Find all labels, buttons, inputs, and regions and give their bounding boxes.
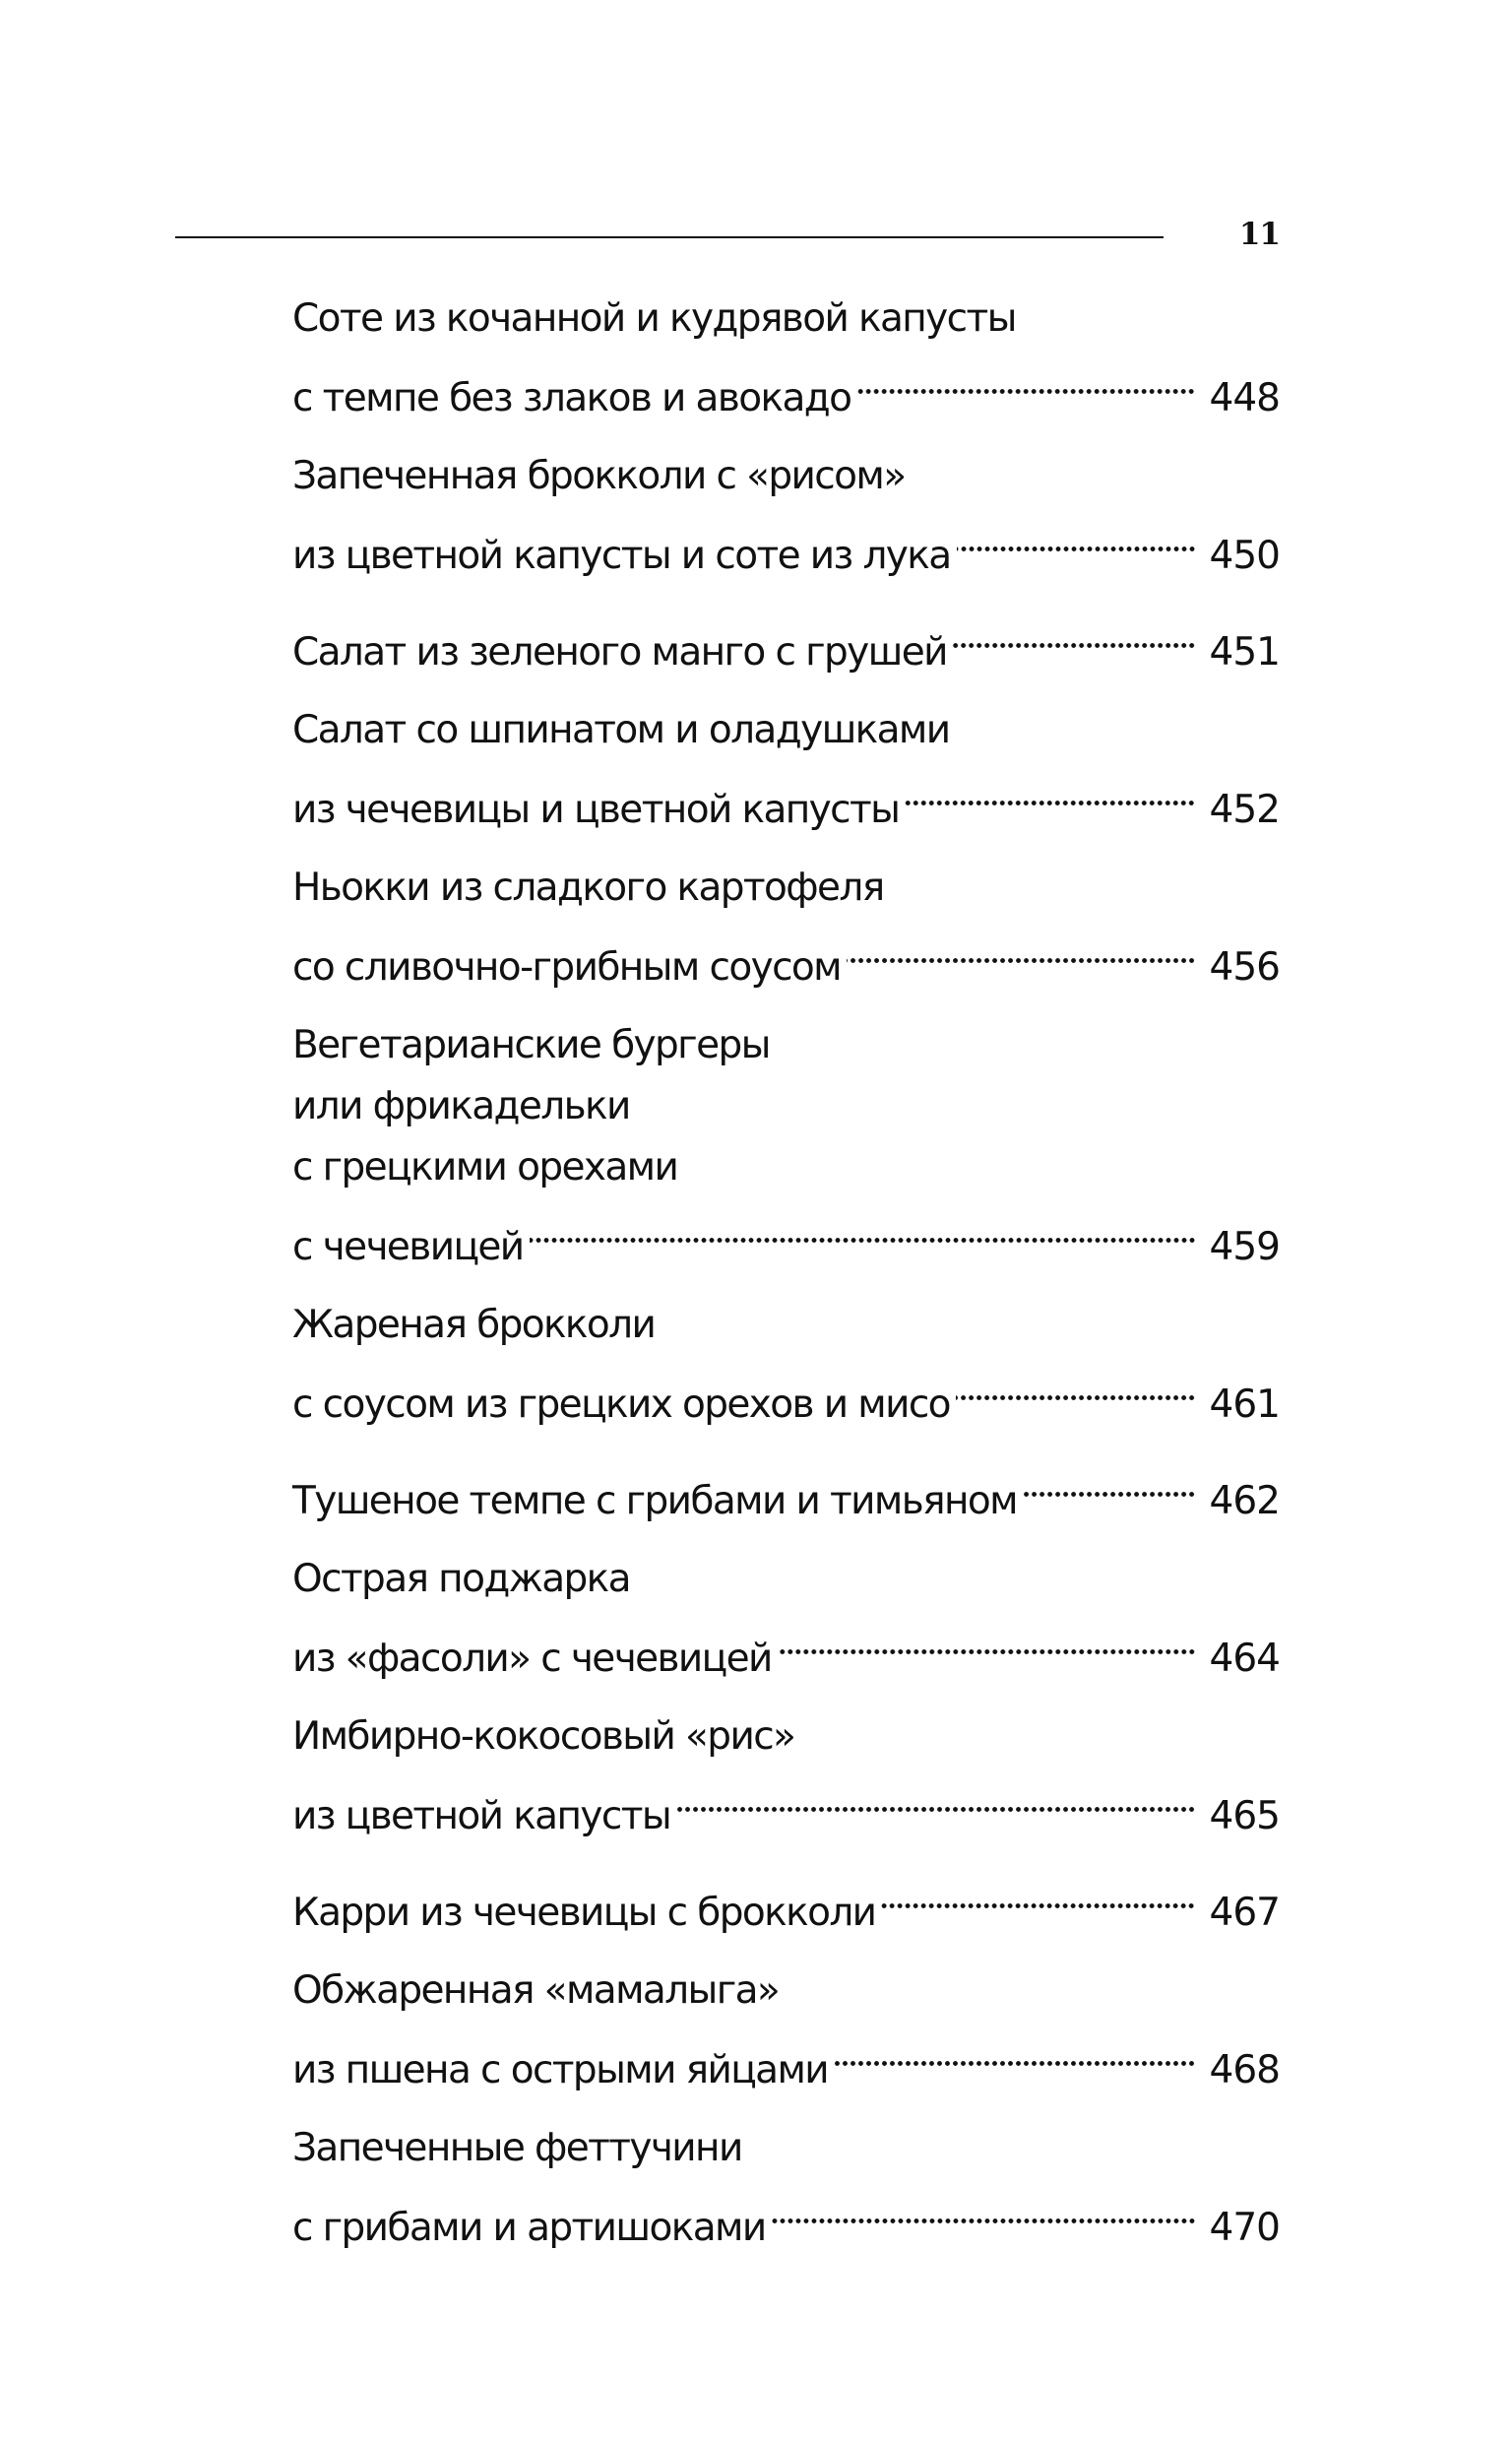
toc-entry-line bbox=[292, 1706, 1280, 1768]
toc-entry-line bbox=[292, 1137, 1280, 1198]
toc-entry-line bbox=[292, 2118, 1280, 2179]
toc-entry[interactable] bbox=[292, 858, 1280, 990]
dot-leader bbox=[778, 1610, 1196, 1671]
toc-entry-title: Острая поджарка bbox=[292, 1557, 630, 1601]
toc-entry-title: или фрикадельки bbox=[292, 1084, 630, 1128]
toc-entry-title: Соте из кочанной и кудрявой капусты bbox=[292, 296, 1016, 341]
toc-entry-line bbox=[292, 700, 1280, 761]
dot-leader bbox=[881, 1864, 1195, 1925]
toc-entry-page-number: 450 bbox=[1209, 534, 1280, 578]
toc-entry-page-number: 452 bbox=[1209, 788, 1280, 832]
toc-entry-page-number: 467 bbox=[1209, 1891, 1280, 1935]
toc-entry-title: Имбирно-кокосовый «рис» bbox=[292, 1714, 795, 1759]
toc-entry-title: Салат со шпинатом и оладушками bbox=[292, 708, 950, 752]
toc-entry-page-number: 470 bbox=[1209, 2206, 1280, 2250]
toc-entry[interactable] bbox=[292, 700, 1280, 832]
toc-entry-title: Тушеное темпе с грибами и тимьяном bbox=[292, 1479, 1017, 1523]
toc-entry-line bbox=[292, 1356, 1280, 1427]
toc-entry-line bbox=[292, 1610, 1280, 1681]
dot-leader bbox=[856, 350, 1195, 411]
toc-entry-page-number: 456 bbox=[1209, 945, 1280, 990]
toc-entry-line bbox=[292, 1549, 1280, 1610]
toc-entry-line bbox=[292, 1015, 1280, 1076]
toc-entry[interactable] bbox=[292, 289, 1280, 420]
toc-entry-page-number: 451 bbox=[1209, 630, 1280, 675]
toc-entry-title: Запеченные феттучини bbox=[292, 2126, 742, 2170]
toc-entry-line bbox=[292, 858, 1280, 919]
toc-entry[interactable] bbox=[292, 604, 1280, 675]
toc-entry-title: с грибами и артишоками bbox=[292, 2206, 766, 2250]
toc-entry[interactable] bbox=[292, 2118, 1280, 2250]
table-of-contents bbox=[292, 289, 1280, 2276]
toc-entry-line bbox=[292, 289, 1280, 350]
toc-entry-page-number: 464 bbox=[1209, 1637, 1280, 1681]
toc-entry-title: с темпе без злаков и авокадо bbox=[292, 376, 851, 420]
toc-entry[interactable] bbox=[292, 1864, 1280, 1935]
dot-leader bbox=[1023, 1452, 1196, 1513]
toc-entry-line bbox=[292, 2022, 1280, 2092]
dot-leader bbox=[676, 1768, 1196, 1829]
toc-entry-page-number: 448 bbox=[1209, 376, 1280, 420]
dot-leader bbox=[772, 2179, 1196, 2240]
toc-entry-line bbox=[292, 2179, 1280, 2250]
dot-leader bbox=[953, 604, 1196, 665]
toc-entry-line bbox=[292, 1076, 1280, 1137]
toc-entry-title: с соусом из грецких орехов и мисо bbox=[292, 1382, 950, 1427]
toc-entry-title: с чечевицей bbox=[292, 1225, 524, 1269]
toc-entry-line bbox=[292, 350, 1280, 420]
toc-entry-title: из пшена с острыми яйцами bbox=[292, 2048, 829, 2092]
toc-entry-title: из цветной капусты bbox=[292, 1794, 671, 1838]
dot-leader bbox=[956, 1356, 1196, 1417]
dot-leader bbox=[530, 1198, 1196, 1259]
toc-entry[interactable] bbox=[292, 446, 1280, 578]
toc-entry-title: из чечевицы и цветной капусты bbox=[292, 788, 900, 832]
dot-leader bbox=[957, 507, 1196, 568]
toc-entry-page-number: 462 bbox=[1209, 1479, 1280, 1523]
toc-entry-page-number: 461 bbox=[1209, 1382, 1280, 1427]
toc-entry-title: Запеченная брокколи с «рисом» bbox=[292, 454, 906, 498]
dot-leader bbox=[834, 2022, 1195, 2083]
toc-entry-page-number: 459 bbox=[1209, 1225, 1280, 1269]
page-number: 11 bbox=[1238, 217, 1280, 252]
toc-entry[interactable] bbox=[292, 1295, 1280, 1427]
toc-entry-line bbox=[292, 446, 1280, 507]
toc-entry[interactable] bbox=[292, 1961, 1280, 2092]
toc-entry-title: со сливочно-грибным соусом bbox=[292, 945, 841, 990]
toc-entry-title: из цветной капусты и соте из лука bbox=[292, 534, 951, 578]
toc-entry-line bbox=[292, 1452, 1280, 1523]
toc-entry-title: Обжаренная «мамалыга» bbox=[292, 1968, 780, 2013]
toc-entry-page-number: 465 bbox=[1209, 1794, 1280, 1838]
toc-entry-title: Ньокки из сладкого картофеля bbox=[292, 866, 884, 910]
toc-entry-line bbox=[292, 1961, 1280, 2022]
dot-leader bbox=[905, 761, 1195, 822]
toc-entry[interactable] bbox=[292, 1452, 1280, 1523]
toc-entry-line bbox=[292, 1295, 1280, 1356]
toc-entry-title: из «фасоли» с чечевицей bbox=[292, 1637, 772, 1681]
toc-entry-title: Карри из чечевицы с брокколи bbox=[292, 1891, 876, 1935]
header-rule bbox=[175, 236, 1164, 238]
toc-entry-line bbox=[292, 604, 1280, 675]
toc-entry-line bbox=[292, 1864, 1280, 1935]
toc-entry[interactable] bbox=[292, 1706, 1280, 1838]
toc-entry-line bbox=[292, 761, 1280, 832]
toc-entry[interactable] bbox=[292, 1015, 1280, 1269]
toc-entry-line bbox=[292, 919, 1280, 990]
toc-entry[interactable] bbox=[292, 1549, 1280, 1681]
toc-entry-line bbox=[292, 1198, 1280, 1269]
toc-entry-title: Вегетарианские бургеры bbox=[292, 1023, 770, 1067]
toc-entry-title: Жареная брокколи bbox=[292, 1303, 656, 1347]
dot-leader bbox=[847, 919, 1196, 980]
toc-entry-title: с грецкими орехами bbox=[292, 1145, 678, 1189]
toc-entry-line bbox=[292, 1768, 1280, 1838]
toc-entry-title: Салат из зеленого манго с грушей bbox=[292, 630, 947, 675]
toc-entry-line bbox=[292, 507, 1280, 578]
toc-entry-page-number: 468 bbox=[1209, 2048, 1280, 2092]
